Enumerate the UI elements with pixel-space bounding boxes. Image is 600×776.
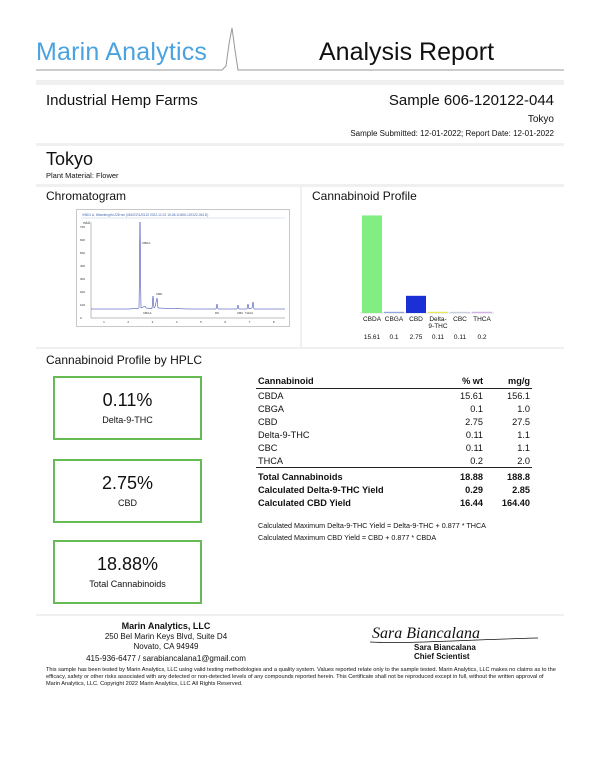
peak-label-cbd: CBD	[156, 292, 163, 296]
chromatogram-panel	[36, 187, 300, 347]
category-label: CBDA	[362, 316, 382, 323]
chromatogram-trace	[77, 210, 289, 326]
calc-cbd-mg-g: 164.40	[501, 498, 530, 508]
table-row	[256, 415, 532, 428]
row-cannabinoid: CBDA	[258, 390, 284, 401]
row-pct-wt: 15.61	[460, 390, 484, 401]
metric-label: Delta-9-THC	[102, 415, 153, 425]
metric-value: 0.11%	[102, 390, 153, 410]
calc-cbd-label: Calculated CBD Yield	[258, 498, 351, 508]
chromatogram-y-tick-label: 200	[80, 290, 86, 294]
row-mg-g: 27.5	[512, 416, 530, 427]
cannabinoid-profile-chart	[302, 187, 564, 347]
value-label: 0.11	[431, 334, 445, 341]
bar-cbd	[406, 296, 426, 313]
chromatogram-title: Chromatogram	[46, 189, 127, 203]
calc-thc-mg-g: 2.85	[512, 485, 530, 495]
chromatogram-x-tick-label: 1	[103, 320, 105, 324]
metric-label: CBD	[117, 498, 137, 508]
value-label: 0.1	[389, 334, 399, 341]
row-mg-g: 2.0	[517, 455, 530, 466]
lab-name: Marin Analytics, LLC	[121, 621, 211, 631]
chromatogram-x-tick-label: 7	[248, 320, 251, 324]
peak-label-cbga: CBGA	[143, 311, 152, 315]
calc-thc-pct-wt: 0.29	[465, 485, 484, 495]
row-pct-wt: 2.75	[465, 416, 484, 427]
row-mg-g: 1.0	[517, 403, 530, 414]
total-pct-wt: 18.88	[446, 468, 485, 484]
value-label: 0.11	[453, 334, 467, 341]
chromatogram-image	[76, 209, 290, 327]
chromatogram-y-tick-label: 300	[80, 277, 86, 281]
peak-label-d9: D9	[215, 311, 219, 315]
bar-cbda	[362, 215, 382, 313]
lab-address-line2: Novato, CA 94949	[133, 642, 199, 651]
chromatogram-y-tick-label: 600	[80, 238, 86, 242]
chromatogram-y-tick-label: 500	[80, 251, 86, 255]
peak-label-thca: THCA	[245, 311, 254, 315]
brand-logo-text: Marin Analytics	[36, 38, 208, 66]
row-mg-g: 1.1	[517, 429, 530, 440]
chromatogram-x-tick-label: 6	[224, 320, 227, 324]
calc-cbd-yield-row	[256, 497, 532, 510]
chromatogram-y-tick-label: 700	[80, 225, 86, 229]
row-cannabinoid: CBC	[258, 442, 278, 453]
row-cannabinoid: CBD	[258, 416, 278, 427]
cannabinoid-profile-title: Cannabinoid Profile	[312, 189, 417, 203]
table-row	[256, 454, 532, 468]
lab-contact: 415-936-6477 / sarabiancalana1@gmail.com	[86, 654, 246, 663]
lab-address-line1: 250 Bel Marin Keys Blvd, Suite D4	[104, 632, 228, 641]
row-cannabinoid: Delta-9-THC	[258, 429, 310, 440]
footer-panel	[36, 616, 564, 690]
calc-thc-yield-row	[256, 484, 532, 497]
chromatogram-x-tick-label: 2	[127, 320, 130, 324]
value-label: 2.75	[409, 334, 423, 341]
table-row	[256, 389, 532, 403]
category-label: CBC	[453, 316, 467, 323]
chromatogram-y-tick-label: 0	[80, 316, 82, 320]
disclaimer-text: This sample has been tested by Marin Analytics, LLC using valid testing methodologies and a quality system. Values reported relate only to the sample tested. Marin Analytics, LLC makes no claims as to the efficacy, safety or other risks associated with any detected or non-detected levels of any compounds reported herein. This Certificate shall not be reproduced except in full, without the written approval of Marin Analytics, LLC. Copyright 2022 Marin Analytics, LLC All Rights Reserved.	[46, 667, 556, 687]
row-mg-g: 156.1	[507, 390, 530, 401]
results-table	[256, 374, 532, 510]
signature-script: Sara Biancalana	[372, 625, 480, 642]
plant-material: Plant Material: Flower	[46, 171, 119, 180]
chromatogram-x-tick-label: 8	[272, 320, 275, 324]
total-label: Total Cannabinoids	[256, 468, 446, 484]
sample-dates: Sample Submitted: 12-01-2022; Report Date: 12-01-2022	[350, 129, 554, 138]
row-cannabinoid: THCA	[258, 455, 284, 466]
bar-cbc	[450, 312, 470, 313]
report-title: Analysis Report	[319, 38, 495, 66]
chromatogram-y-tick-label: 400	[80, 264, 86, 268]
client-name: Industrial Hemp Farms	[46, 92, 198, 109]
signer-name: Sara Biancalana	[414, 643, 476, 652]
category-label: CBGA	[384, 316, 404, 323]
client-info-panel	[36, 85, 564, 143]
results-table-header	[256, 374, 532, 389]
category-label: 9-THC	[428, 323, 448, 330]
report-header	[0, 0, 600, 78]
hplc-panel	[36, 349, 564, 614]
chromatogram-y-tick-label: 100	[80, 303, 86, 307]
metric-value: 2.75%	[101, 473, 154, 493]
metric-box-delta9-thc	[53, 376, 202, 440]
bar-cbga	[384, 312, 404, 313]
row-pct-wt: 0.1	[470, 403, 484, 414]
chromatogram-y-unit: mAU	[83, 221, 91, 225]
table-row	[256, 428, 532, 441]
total-cannabinoids-row	[256, 468, 532, 484]
column-header-pct-wt: % wt	[446, 374, 485, 389]
peak-label-cbda: CBDA	[142, 241, 151, 245]
signer-title: Chief Scientist	[414, 652, 470, 661]
column-header-cannabinoid: Cannabinoid	[256, 374, 446, 389]
row-pct-wt: 0.11	[465, 429, 484, 440]
formula-cbd: Calculated Maximum CBD Yield = CBD + 0.877 * CBDA	[258, 533, 437, 542]
value-label: 15.61	[363, 334, 381, 341]
category-label: Delta-	[429, 316, 447, 323]
peak-label-cbc: CBC	[237, 311, 244, 315]
strain-name: Tokyo	[46, 149, 94, 169]
formula-thc: Calculated Maximum Delta-9-THC Yield = Delta-9-THC + 0.877 * THCA	[258, 521, 486, 530]
row-pct-wt: 0.11	[465, 442, 484, 453]
row-pct-wt: 0.2	[470, 455, 484, 466]
row-cannabinoid: CBGA	[258, 403, 285, 414]
metric-label: Total Cannabinoids	[89, 579, 166, 589]
metric-box-total-cannabinoids	[53, 540, 202, 604]
cannabinoid-profile-panel	[302, 187, 564, 347]
table-row	[256, 441, 532, 454]
value-label: 0.2	[477, 334, 487, 341]
calc-cbd-pct-wt: 16.44	[460, 498, 484, 508]
metric-value: 18.88%	[96, 554, 159, 574]
chromatogram-x-tick-label: 5	[200, 320, 202, 324]
bar-delta-9-thc	[428, 312, 448, 313]
total-mg-g: 188.8	[485, 468, 532, 484]
bar-thca	[472, 312, 492, 313]
metric-box-cbd	[53, 459, 202, 523]
chromatogram-header-line: VWD1 A, Wavelength=228 nm (061022\120122 2022-12-01 15-08-11\606-120122-044.D)	[82, 213, 209, 217]
hplc-title: Cannabinoid Profile by HPLC	[46, 353, 203, 367]
category-label: THCA	[473, 316, 491, 323]
calc-thc-label: Calculated Delta-9-THC Yield	[258, 485, 384, 495]
chromatogram-x-tick-label: 3	[151, 320, 154, 324]
column-header-mg-g: mg/g	[485, 374, 532, 389]
strain-panel	[36, 146, 564, 184]
row-mg-g: 1.1	[517, 442, 530, 453]
table-row	[256, 402, 532, 415]
chromatogram-x-tick-label: 4	[175, 320, 178, 324]
category-label: CBD	[409, 316, 423, 323]
sample-location: Tokyo	[527, 114, 554, 125]
sample-id: Sample 606-120122-044	[388, 92, 554, 109]
